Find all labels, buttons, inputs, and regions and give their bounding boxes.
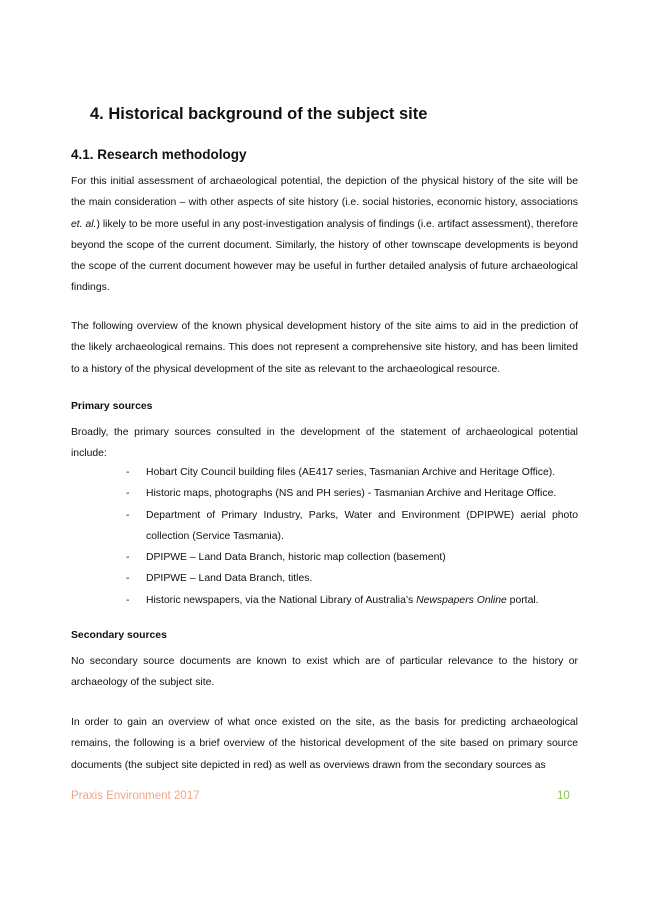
section-heading: 4. Historical background of the subject site [90, 105, 428, 123]
dash-bullet: - [126, 488, 130, 500]
list-item [71, 505, 578, 548]
dash-bullet: - [126, 552, 130, 564]
list-item-text: Historic maps, photographs (NS and PH series) - Tasmanian Archive and Heritage Office. [146, 488, 557, 500]
footer-page-number: 10 [557, 790, 570, 802]
list-item-text: portal. [506, 594, 539, 606]
list-item [71, 483, 578, 504]
paragraph-overview: The following overview of the known physical development history of the site aims to aid in the prediction of the likely archaeological remains. This does not represent a comprehensive site history, and has been limited to a history of the physical development of the site as relevant to the archaeological resource. [71, 321, 578, 375]
list-item [71, 590, 578, 611]
primary-sources-list [71, 462, 578, 611]
secondary-sources-heading: Secondary sources [71, 630, 167, 641]
emphasis-text: et. al. [71, 218, 97, 230]
list-item [71, 462, 578, 483]
list-item-text: DPIPWE – Land Data Branch, historic map collection (basement) [146, 552, 446, 564]
list-item-text: Historic newspapers, via the National Library of Australia’s [146, 594, 417, 606]
primary-sources-intro: Broadly, the primary sources consulted in the development of the statement of archaeological potential include: [71, 427, 578, 460]
footer-company: Praxis Environment 2017 [71, 790, 200, 802]
list-item-text: Hobart City Council building files (AE417 series, Tasmanian Archive and Heritage Office). [146, 467, 556, 478]
secondary-sources-text: No secondary source documents are known to exist which are of particular relevance to the history or archaeology of the subject site. [71, 656, 578, 689]
paragraph-site-overview: In order to gain an overview of what once existed on the site, as the basis for predicting archaeological remains, the following is a brief overview of the historical development of the site based on primary source documents (the subject site depicted in red) as well as overviews drawn from the secondary sources as [71, 717, 578, 771]
primary-sources-heading: Primary sources [71, 401, 153, 412]
list-item-text: Department of Primary Industry, Parks, Water and Environment (DPIPWE) aerial photo collection (Service Tasmania). [146, 509, 578, 542]
list-item-text: DPIPWE – Land Data Branch, titles. [146, 573, 313, 585]
subsection-heading: 4.1. Research methodology [71, 147, 247, 162]
dash-bullet: - [126, 594, 130, 606]
dash-bullet: - [126, 509, 130, 521]
emphasis-text: Newspapers Online [416, 594, 507, 606]
paragraph-text: ) likely to be more useful in any post-investigation analysis of findings (i.e. artifact assessment), therefore beyond the scope of the current document. Similarly, the history of other townscape developments is beyond the scope of the current document however may be useful in further detailed analysis of future archaeological findings. [71, 218, 578, 294]
paragraph-text: For this initial assessment of archaeological potential, the depiction of the physical history of the site will be the main consideration – with other aspects of site history (i.e. social histories, economic history, associations [71, 176, 578, 209]
list-item [71, 547, 578, 568]
paragraph-research-methodology [71, 171, 578, 299]
dash-bullet: - [126, 467, 130, 478]
list-item [71, 568, 578, 589]
dash-bullet: - [126, 573, 130, 585]
